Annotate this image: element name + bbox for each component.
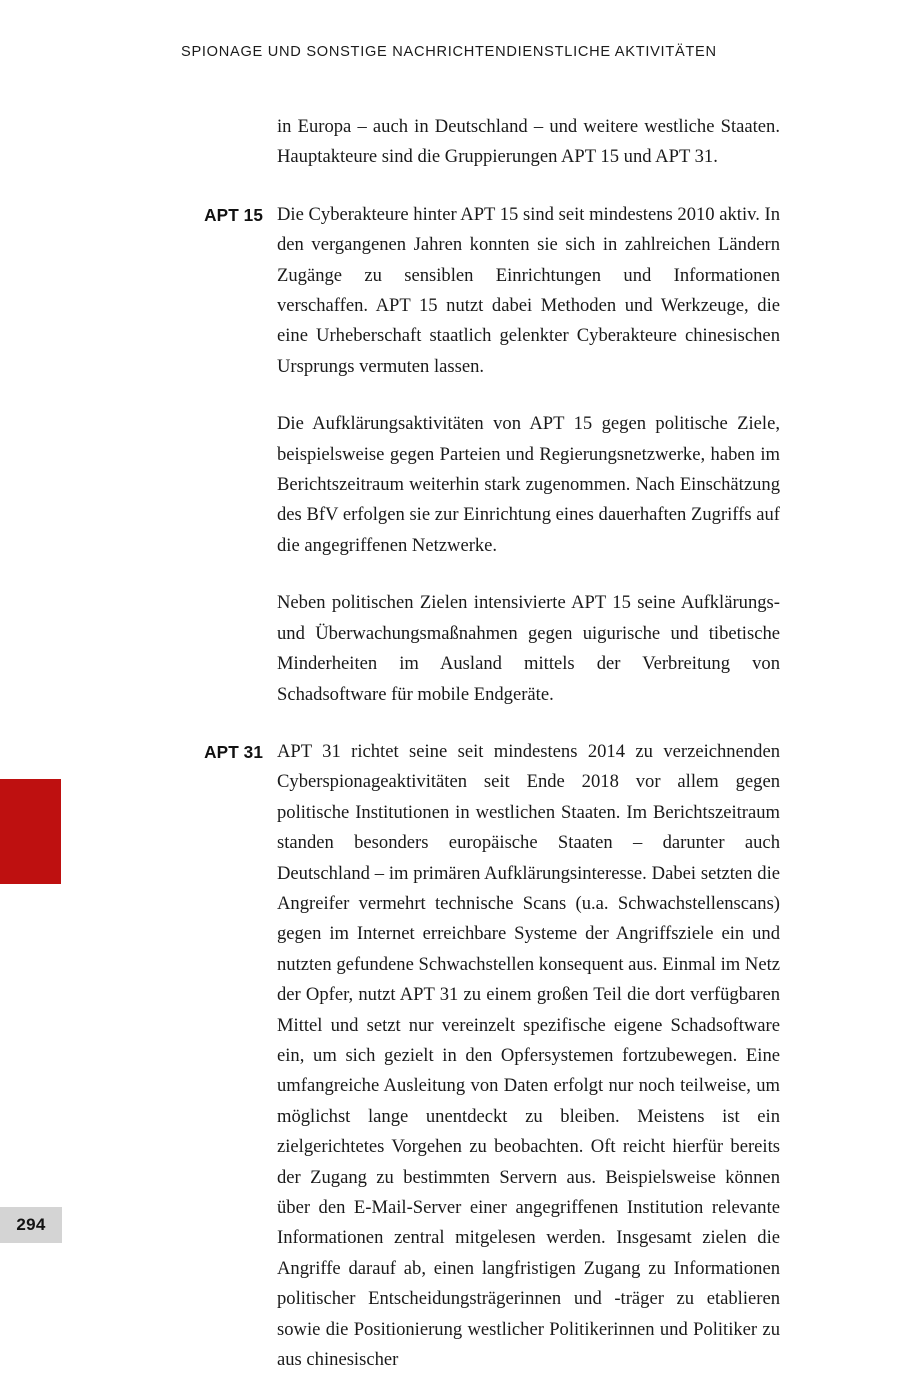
text-block-apt15 xyxy=(0,200,900,382)
marginal-label-apt-15: APT 15 xyxy=(204,204,263,225)
paragraph: in Europa – auch in Deutschland – und weitere westliche Staaten. Hauptakteure sind die Gruppierungen APT 15 und APT 31. xyxy=(277,116,780,168)
paragraph: Die Aufklärungsaktivitäten von APT 15 gegen politische Ziele, beispielsweise gegen Parteien und Regierungsnetzwerke, haben im Berichtszeitraum weiterhin stark zugenommen. Nach Einschätzung des BfV erfolgen sie zur Einrichtung eines dauerhaften Zugriffs auf die angegriffenen Netzwerke. xyxy=(277,413,780,556)
text-block xyxy=(0,588,900,710)
page-body xyxy=(0,112,900,1375)
running-header: SPIONAGE UND SONSTIGE NACHRICHTENDIENSTLICHE AKTIVITÄTEN xyxy=(181,44,717,60)
page-number: 294 xyxy=(16,1215,46,1234)
marginal-label-apt-31: APT 31 xyxy=(204,741,263,762)
text-block xyxy=(0,409,900,561)
text-block-apt31 xyxy=(0,737,900,1375)
paragraph: APT 31 richtet seine seit mindestens 2014 zu verzeichnenden Cyberspionageaktivitäten seit Ende 2018 vor allem gegen politische Institutionen in westlichen Staaten. Im Berichtszeitraum standen besonders europäische Staaten – darunter auch Deutschland – im primären Aufklärungsinteresse. Dabei setzten die Angreifer vermehrt technische Scans (u.a. Schwachstellenscans) gegen im Internet erreichbare Systeme der Angriffsziele ein und nutzten gefundene Schwachstellen konsequent aus. Einmal im Netz der Opfer, nutzt APT 31 zu einem großen Teil die dort verfügbaren Mittel und setzt nur vereinzelt spezifische eigene Schadsoftware ein, um sich gezielt in den Opfersystemen fortzubewegen. Eine umfangreiche Ausleitung von Daten erfolgt nur noch teilweise, um möglichst lange unentdeckt zu bleiben. Meistens ist ein zielgerichtetes Vorgehen zu beobachten. Oft reicht hierfür bereits der Zugang zu bestimmten Servern aus. Beispielsweise können über den E-Mail-Server einer angegriffenen Institution relevante Informationen zentral mitgelesen werden. Insgesamt zielen die Angriffe darauf ab, einen langfristigen Zugang zu Informationen politischer Entscheidungsträgerinnen und -träger zu etablieren sowie die Positionierung westlicher Politikerinnen und Politiker zu aus chinesischer xyxy=(277,740,780,1371)
page-number-box xyxy=(0,1207,62,1243)
text-block xyxy=(0,112,900,173)
paragraph: Neben politischen Zielen intensivierte APT 15 seine Aufklärungs- und Überwachungsmaßnahmen gegen uigurische und tibetische Minderheiten im Ausland mittels der Verbreitung von Schadsoftware für mobile Endgeräte. xyxy=(277,592,780,705)
paragraph: Die Cyberakteure hinter APT 15 sind seit mindestens 2010 aktiv. In den vergangenen Jahren konnten sie sich in zahlreichen Ländern Zugänge zu sensiblen Einrichtungen und Informationen verschaffen. APT 15 nutzt dabei Methoden und Werkzeuge, die eine Urheberschaft staatlich gelenkter Cyberakteure chinesischen Ursprungs vermuten lassen. xyxy=(277,203,780,377)
